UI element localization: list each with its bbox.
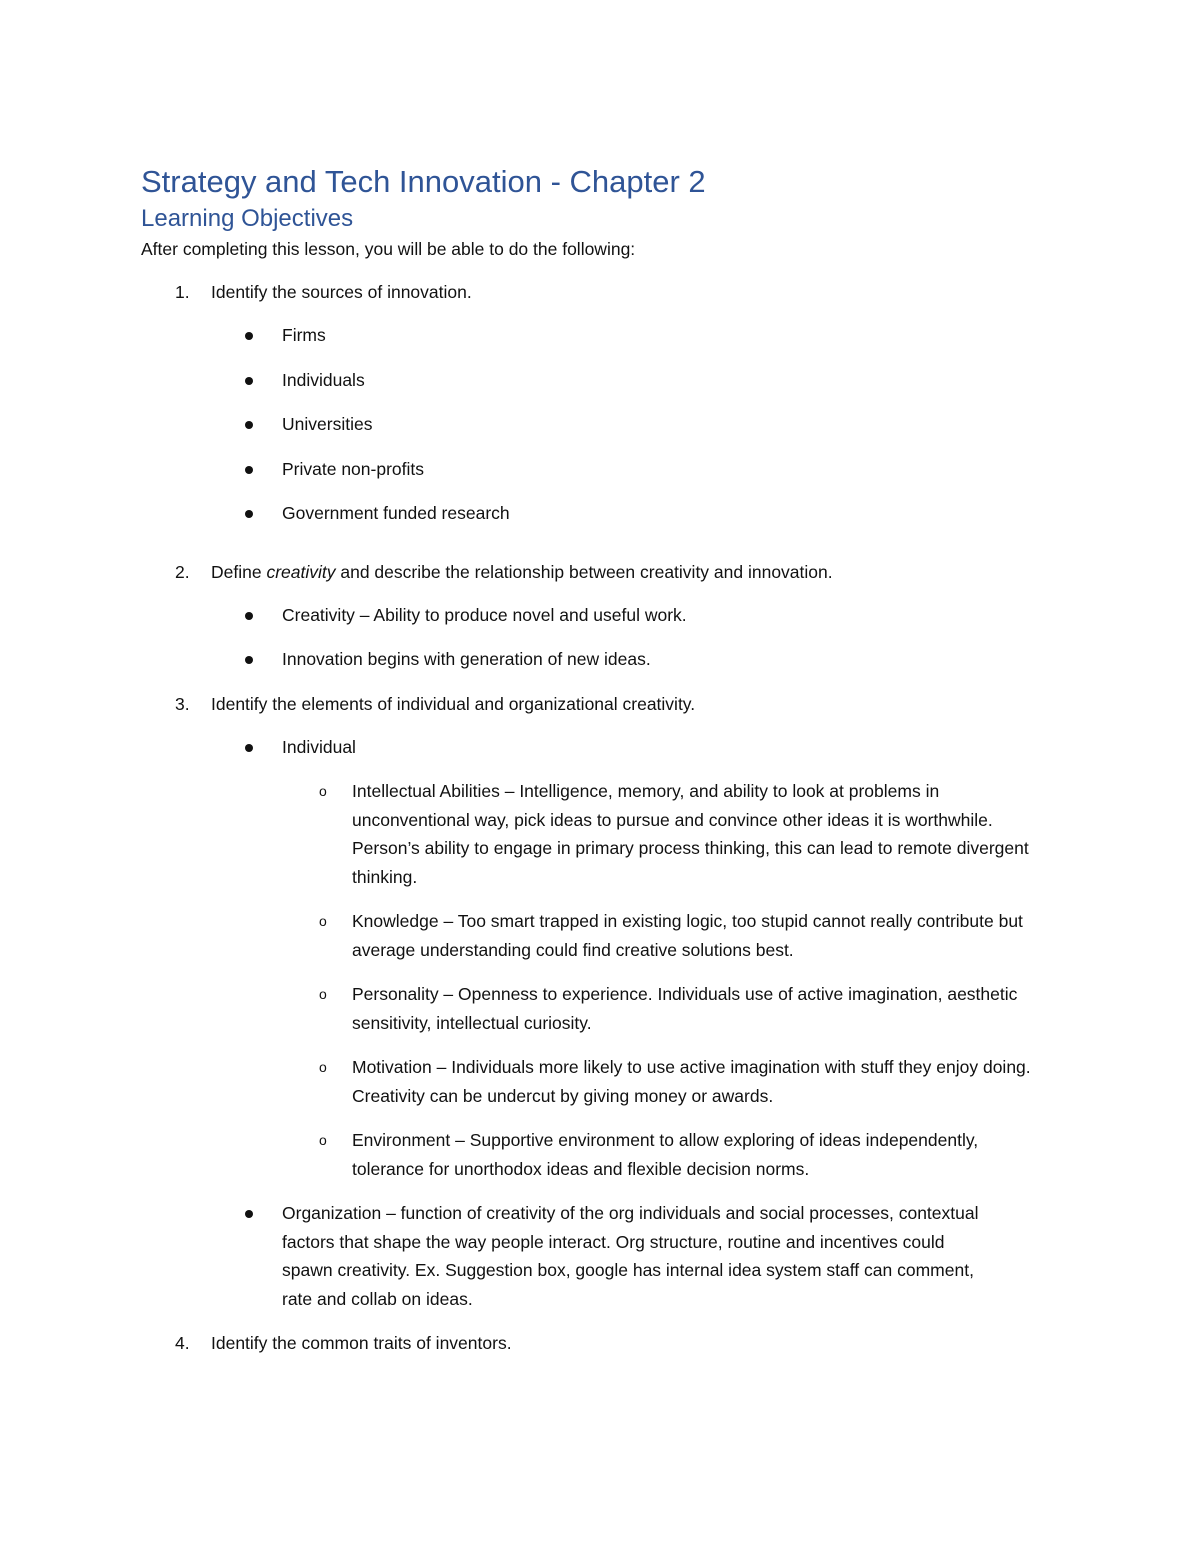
objective-item [141, 558, 1061, 674]
bullet-item [211, 455, 1061, 484]
sub-bullet-text: Intellectual Abilities – Intelligence, memory, and ability to look at problems in unconventional way, pick ideas to pursue and convince other ideas it is worthwhile. Person’s ability to engage in primary process thinking, this can lead to remote divergent thinking. [352, 781, 1029, 887]
objective-text-emphasis: creativity [266, 561, 336, 582]
objective-number: 2. [175, 561, 190, 582]
bullet-text: Creativity – Ability to produce novel and useful work. [282, 604, 687, 625]
objective-text-start: Define [211, 561, 267, 582]
bullet-icon [245, 612, 253, 620]
objective-text [211, 558, 1061, 586]
bullet-item [211, 321, 1061, 350]
objective-number: 4. [175, 1333, 190, 1353]
bullet-text: Private non-profits [282, 458, 425, 479]
document-page [141, 160, 1061, 1372]
bullet-item [211, 366, 1061, 395]
bullet-icon [245, 510, 253, 518]
bullet-text: Universities [282, 414, 373, 434]
objective-number: 1. [175, 282, 190, 302]
circle-bullet-icon: o [319, 913, 327, 929]
objective-item [141, 278, 1061, 528]
objective-text-end: and describe the relationship between creativity and innovation. [335, 561, 833, 582]
sub-bullet-text: Knowledge – Too smart trapped in existing logic, too stupid cannot really contribute but average understanding could find creative solutions best. [352, 911, 1023, 960]
sub-bullet-text: Personality – Openness to experience. Individuals use of active imagination, aesthetic sensitivity, intellectual curiosity. [352, 984, 1018, 1033]
bullet-list [211, 733, 1061, 1314]
circle-bullet-icon: o [319, 1132, 327, 1148]
bullet-text: Firms [282, 325, 326, 345]
objective-item [141, 1329, 1061, 1357]
intro-paragraph: After completing this lesson, you will be able to do the following: [141, 239, 636, 259]
sub-bullet-item [282, 907, 1049, 964]
bullet-icon [245, 377, 253, 385]
objective-text: Identify the sources of innovation. [211, 282, 472, 302]
bullet-list [211, 601, 1061, 674]
objective-item [141, 690, 1061, 1314]
sub-bullet-text: Motivation – Individuals more likely to use active imagination with stuff they enjoy doing. Creativity can be undercut by giving money or awards. [352, 1057, 1031, 1106]
circle-bullet-icon: o [319, 783, 327, 799]
sub-bullet-item [282, 1126, 1049, 1183]
document-title: Strategy and Tech Innovation - Chapter 2 [141, 164, 706, 199]
objective-number: 3. [175, 693, 190, 714]
bullet-text: Organization – function of creativity of the org individuals and social processes, contextual factors that shape the way people interact. Org structure, routine and incentives could spawn creativity. Ex. Suggestion box, google has internal idea system staff can comment, rate and collab on ideas. [282, 1203, 979, 1309]
bullet-text: Government funded research [282, 503, 510, 523]
circle-bullet-icon: o [319, 1059, 327, 1075]
bullet-item [211, 733, 1061, 1184]
bullet-icon [245, 1210, 253, 1218]
bullet-icon [245, 332, 253, 340]
section-heading: Learning Objectives [141, 205, 354, 232]
sub-bullet-list [282, 777, 1061, 1183]
bullet-item [211, 645, 1061, 674]
bullet-item [211, 1199, 979, 1313]
objective-text: Identify the common traits of inventors. [211, 1333, 512, 1353]
sub-bullet-text: Environment – Supportive environment to allow exploring of ideas independently, tolerance for unorthodox ideas and flexible decision norms. [352, 1130, 979, 1179]
bullet-item [211, 410, 1061, 439]
bullet-icon [245, 744, 253, 752]
bullet-icon [245, 466, 253, 474]
sub-bullet-item [282, 777, 1049, 891]
bullet-text: Innovation begins with generation of new ideas. [282, 649, 651, 669]
bullet-text: Individual [282, 736, 356, 757]
bullet-item [211, 499, 1061, 528]
objective-text: Identify the elements of individual and organizational creativity. [211, 693, 696, 714]
bullet-item [211, 601, 1061, 630]
bullet-list [211, 321, 1061, 528]
bullet-icon [245, 421, 253, 429]
bullet-icon [245, 656, 253, 664]
circle-bullet-icon: o [319, 986, 327, 1002]
objectives-list [141, 278, 1061, 1357]
bullet-text: Individuals [282, 369, 365, 390]
sub-bullet-item [282, 1053, 1049, 1110]
sub-bullet-item [282, 980, 1049, 1037]
